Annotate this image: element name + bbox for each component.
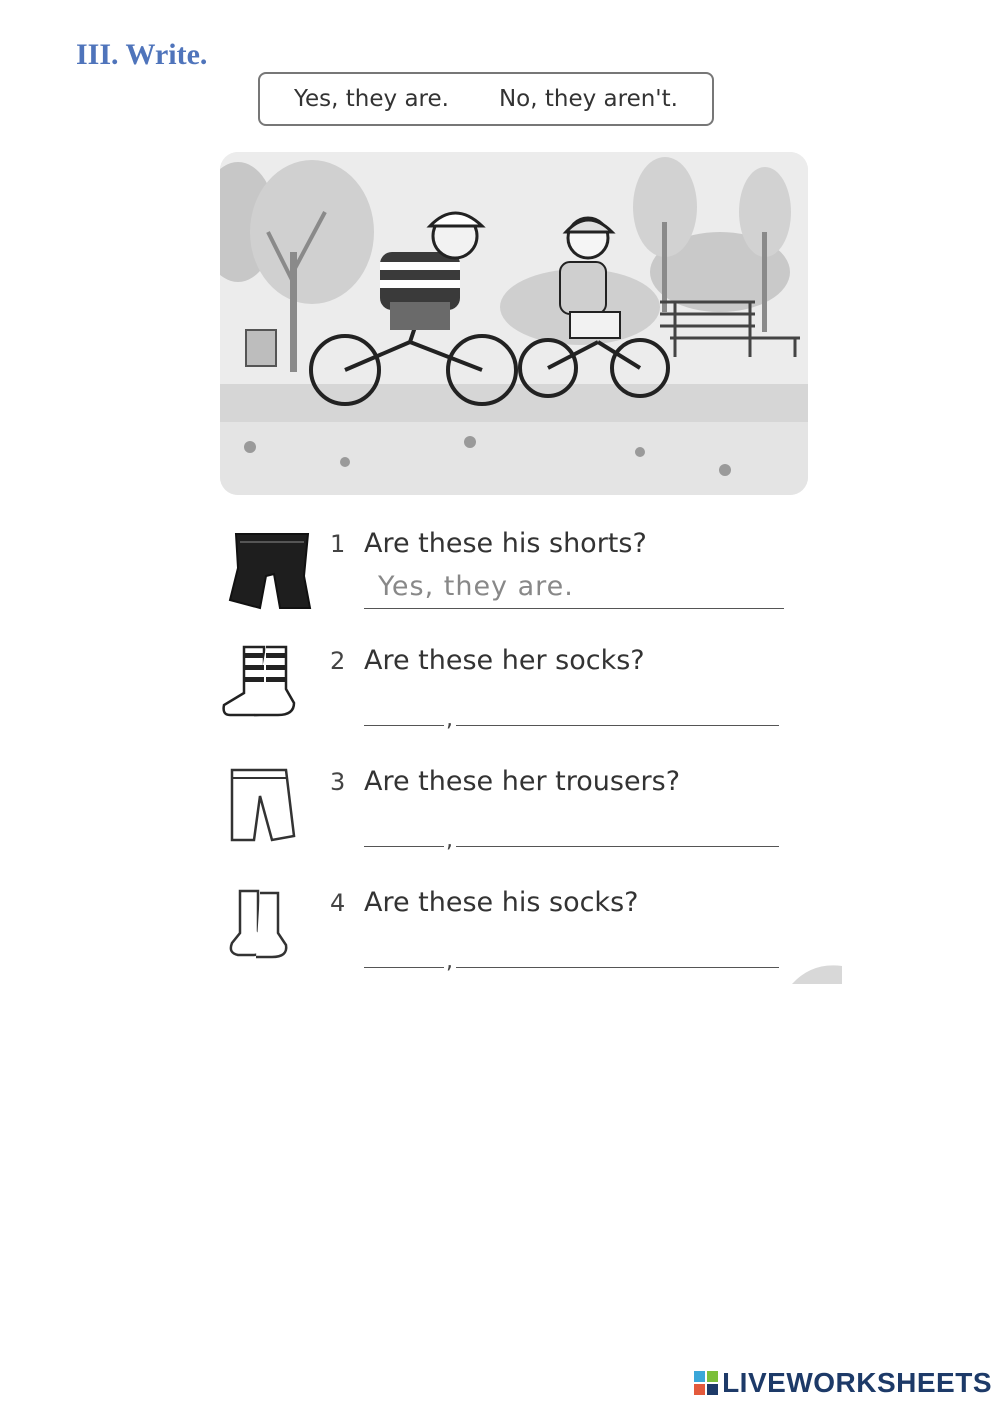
answer-line-long (456, 967, 779, 968)
question-text: Are these his socks? (364, 887, 639, 918)
question-number: 1 (330, 530, 346, 558)
question-text: Are these her socks? (364, 645, 645, 676)
answer-line (364, 608, 784, 609)
question-text: Are these his shorts? (364, 528, 647, 559)
answer-line-short (364, 967, 444, 968)
answer-comma: , (446, 949, 453, 974)
answer-option-no: No, they aren't. (498, 86, 678, 112)
answer-options-box (258, 72, 714, 126)
page-curl-decoration (792, 962, 842, 984)
answer-comma: , (446, 828, 453, 853)
trousers-icon (220, 766, 320, 856)
answer-line-short (364, 725, 444, 726)
shorts-icon (220, 528, 320, 618)
answer-line-short (364, 846, 444, 847)
question-number: 4 (330, 889, 346, 917)
question-3 (220, 766, 800, 876)
answer-option-yes: Yes, they are. (294, 86, 449, 112)
striped-socks-icon (220, 645, 320, 735)
question-1 (220, 528, 800, 638)
plain-socks-icon (220, 887, 320, 977)
question-text: Are these her trousers? (364, 766, 681, 797)
liveworksheets-logo-icon (694, 1371, 718, 1395)
answer-line-long (456, 725, 779, 726)
question-4 (220, 887, 800, 997)
question-number: 3 (330, 768, 346, 796)
brand-name: LIVEWORKSHEETS (722, 1367, 992, 1398)
answer-line-long (456, 846, 779, 847)
park-scene-illustration (220, 152, 808, 495)
question-2 (220, 645, 800, 755)
question-number: 2 (330, 647, 346, 675)
section-title: III. Write. (76, 38, 208, 71)
sample-answer: Yes, they are. (378, 571, 574, 602)
answer-comma: , (446, 707, 453, 732)
liveworksheets-branding (694, 1367, 992, 1399)
